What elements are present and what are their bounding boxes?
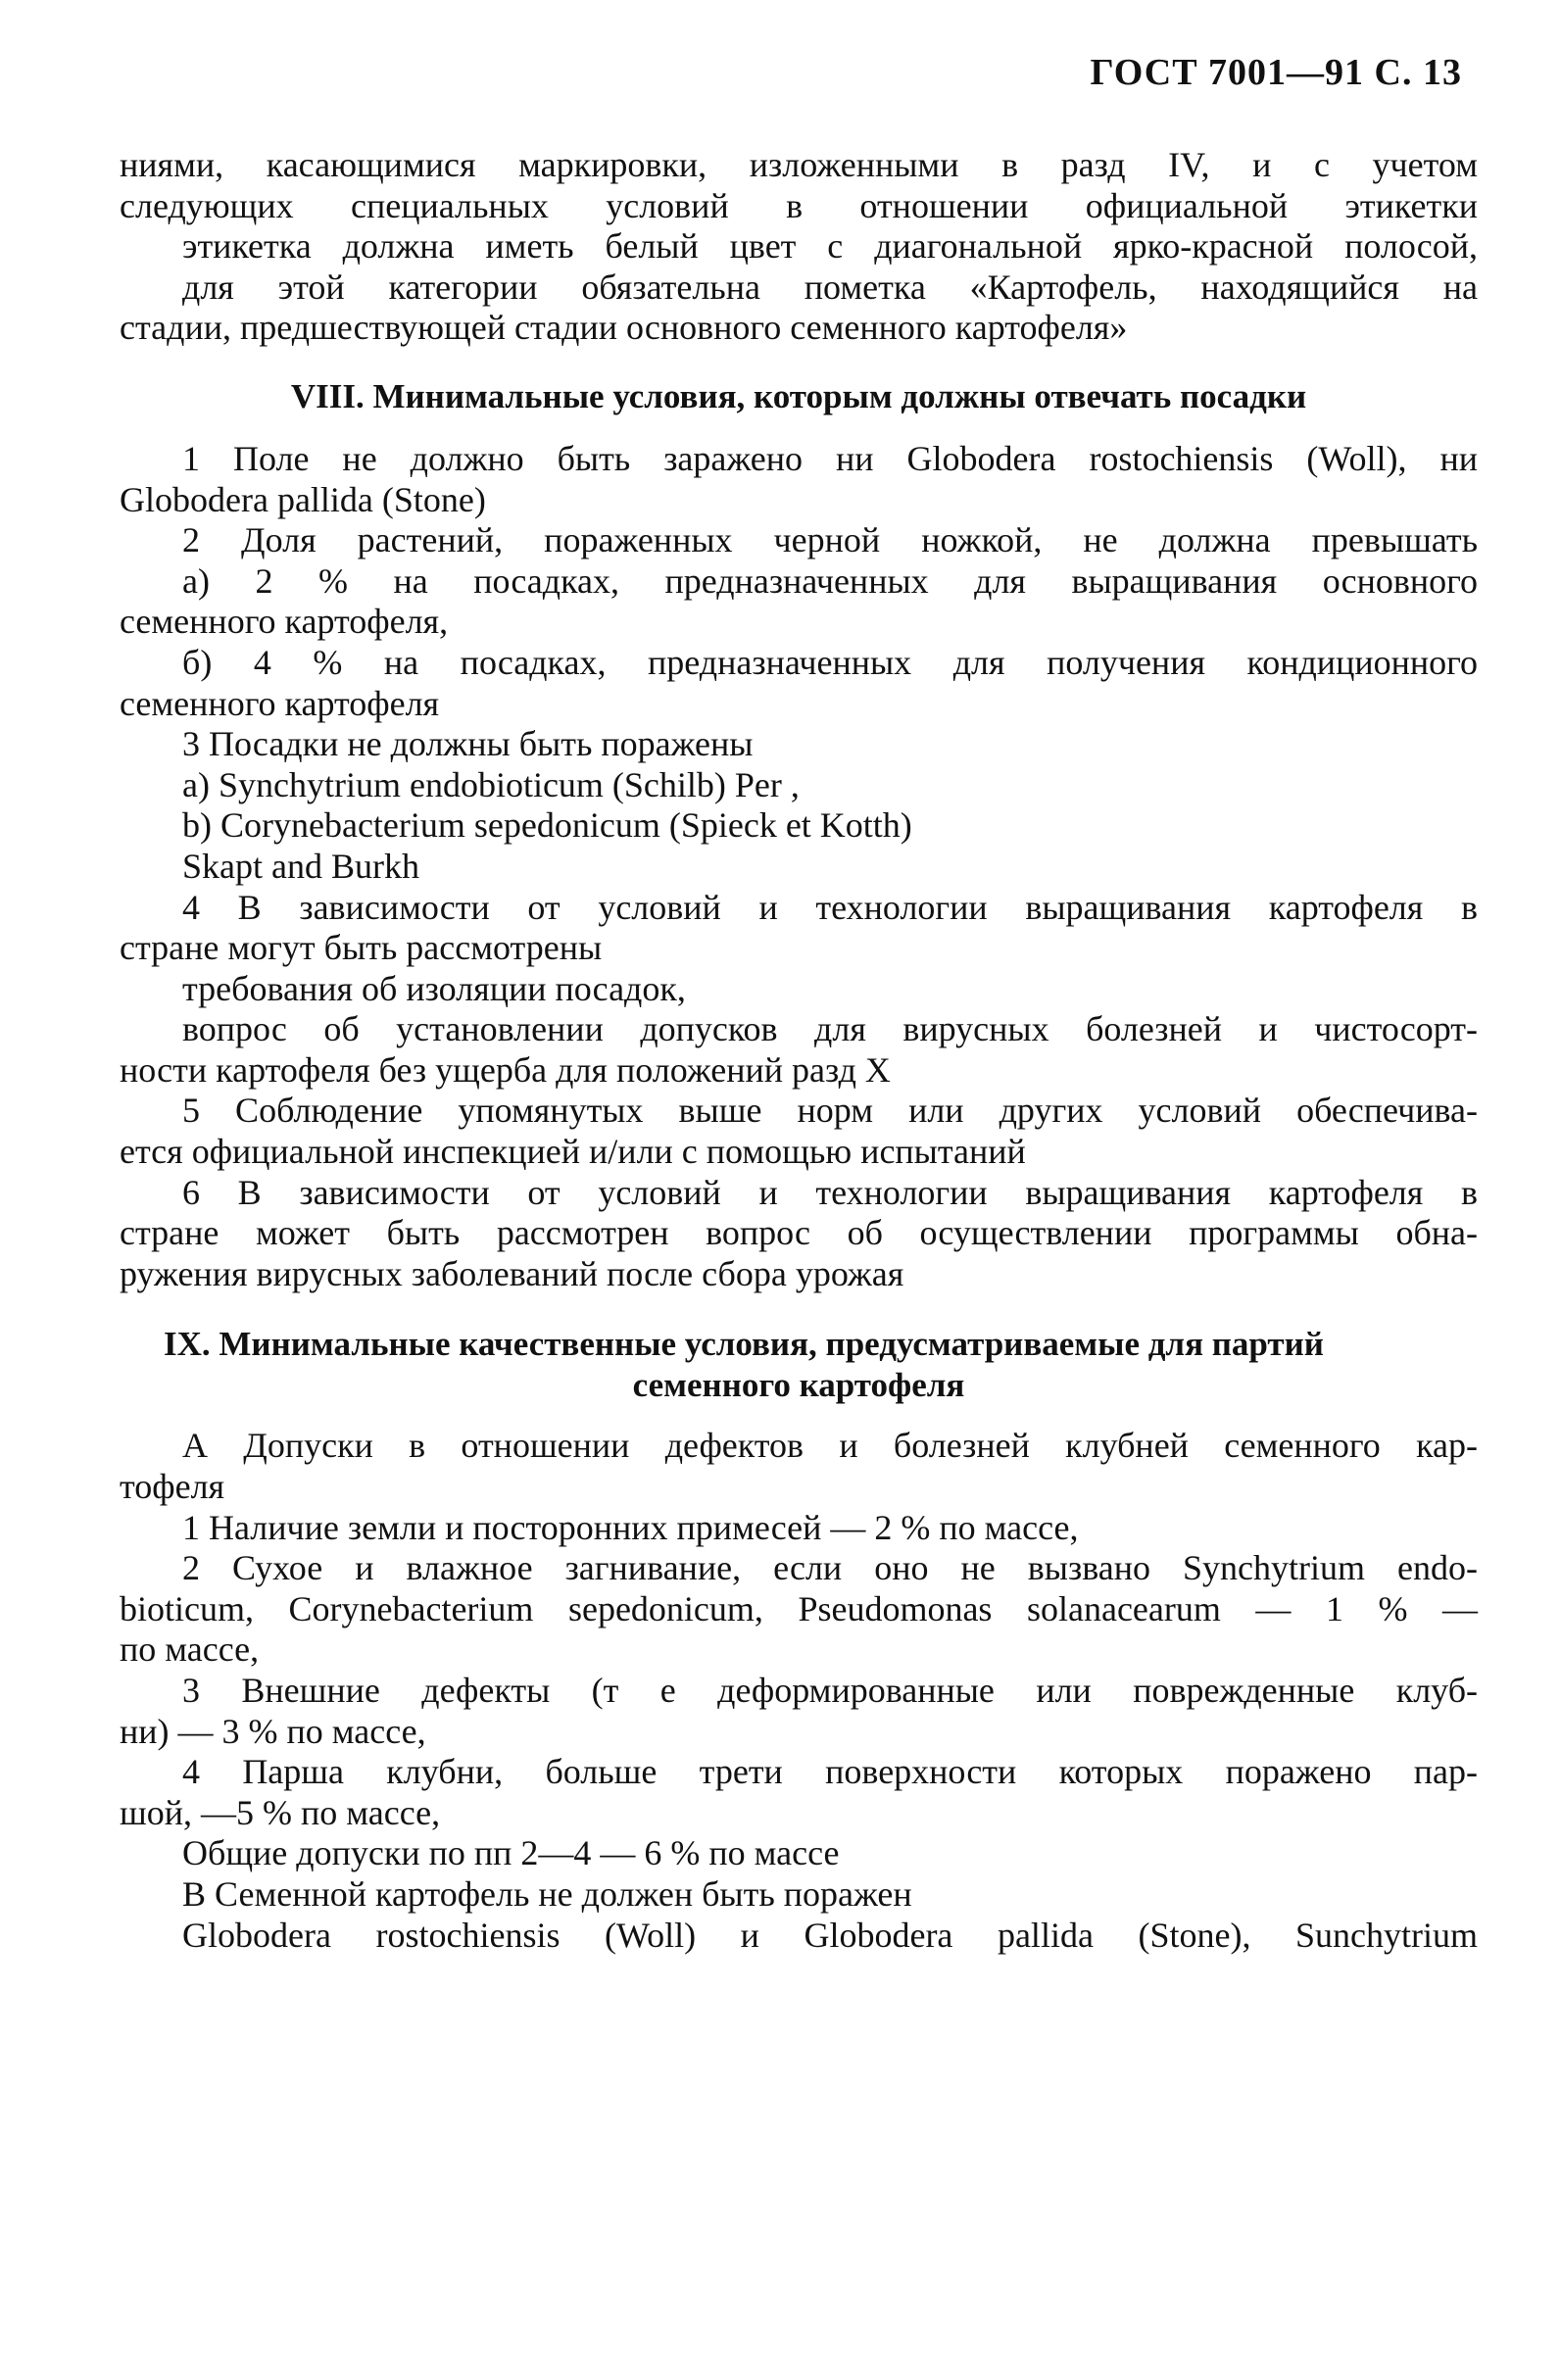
s8-line-1: 1 Поле не должно быть заражено ни Globodera rostochiensis (Woll), ни — [182, 438, 1478, 478]
body-text — [120, 145, 1478, 1956]
s9-line-2: тофеля — [120, 1467, 225, 1507]
s8-line-2: Globodera pallida (Stone) — [120, 479, 486, 519]
s9-line-7: 3 Внешние дефекты (т е деформированные или поврежденные клуб- — [182, 1671, 1478, 1710]
s8-line-12: 4 В зависимости от условий и технологии выращивания картофеля в — [182, 887, 1478, 927]
s8-line-20: стране может быть рассмотрен вопрос об осуществлении программы обна- — [120, 1213, 1478, 1253]
s9-line-5: bioticum, Corynebacterium sepedonicum, Pseudomonas solanacearum — 1 % — — [120, 1588, 1478, 1628]
intro-line-5: стадии, предшествующей стадии основного семенного картофеля» — [120, 308, 1128, 348]
s9-line-6: по массе, — [120, 1629, 260, 1670]
s8-line-18: ется официальной инспекцией и/или с помощью испытаний — [120, 1132, 1026, 1172]
s8-line-15: вопрос об установлении допусков для вирусных болезней и чистосорт- — [182, 1009, 1478, 1049]
s9-line-9: 4 Парша клубни, больше трети поверхности которых поражено пар- — [182, 1752, 1478, 1792]
s8-line-8: 3 Посадки не должны быть поражены — [182, 724, 754, 764]
section-8-title: VIII. Минимальные условия, которым должны отвечать посадки — [290, 376, 1307, 415]
s9-line-10: шой, —5 % по массе, — [120, 1792, 441, 1832]
s9-line-3: 1 Наличие земли и посторонних примесей — 2 % по массе, — [182, 1507, 1079, 1547]
s8-line-5: семенного картофеля, — [120, 602, 449, 642]
s9-line-12: В Семенной картофель не должен быть поражен — [182, 1873, 912, 1914]
s8-line-6: б) 4 % на посадках, предназначенных для получения кондиционного — [182, 642, 1478, 682]
intro-line-2: следующих специальных условий в отношении официальной этикетки — [120, 185, 1478, 225]
s8-line-13: стране могут быть рассмотрены — [120, 928, 603, 968]
s8-line-10: b) Corynebacterium sepedonicum (Spieck et Kotth) — [182, 805, 912, 846]
s8-line-21: ружения вирусных заболеваний после сбора урожая — [120, 1253, 904, 1293]
s8-line-17: 5 Соблюдение упомянутых выше норм или других условий обеспечива- — [182, 1091, 1478, 1131]
s9-line-8: ни) — 3 % по массе, — [120, 1711, 426, 1751]
s8-line-16: ности картофеля без ущерба для положений разд X — [120, 1049, 891, 1090]
s9-line-1: А Допуски в отношении дефектов и болезней клубней семенного кар- — [182, 1426, 1478, 1466]
s9-line-13: Globodera rostochiensis (Woll) и Globodera pallida (Stone), Sunchytrium — [182, 1915, 1478, 1955]
page-header: ГОСТ 7001—91 С. 13 — [1090, 52, 1462, 93]
s8-line-3: 2 Доля растений, пораженных черной ножкой, не должна превышать — [182, 520, 1478, 560]
section-9-title-line-2: семенного картофеля — [632, 1366, 965, 1405]
intro-line-4: для этой категории обязательна пометка «Картофель, находящийся на — [182, 267, 1478, 307]
intro-line-1: ниями, касающимися маркировки, изложенными в разд IV, и с учетом — [120, 145, 1478, 184]
s8-line-7: семенного картофеля — [120, 683, 440, 723]
s8-line-11: Skapt and Burkh — [182, 846, 419, 886]
s8-line-14: требования об изоляции посадок, — [182, 968, 686, 1008]
section-9-title-line-1: IX. Минимальные качественные условия, предусматриваемые для партий — [164, 1325, 1324, 1364]
s8-line-19: 6 В зависимости от условий и технологии выращивания картофеля в — [182, 1172, 1478, 1212]
s8-line-4: а) 2 % на посадках, предназначенных для выращивания основного — [182, 560, 1478, 601]
intro-line-3: этикетка должна иметь белый цвет с диагональной ярко-красной полосой, — [182, 226, 1478, 267]
s9-line-4: 2 Сухое и влажное загнивание, если оно не вызвано Synchytrium endo- — [182, 1548, 1478, 1588]
s9-line-11: Общие допуски по пп 2—4 — 6 % по массе — [182, 1833, 840, 1873]
s8-line-9: а) Synchytrium endobioticum (Schilb) Per , — [182, 764, 800, 804]
